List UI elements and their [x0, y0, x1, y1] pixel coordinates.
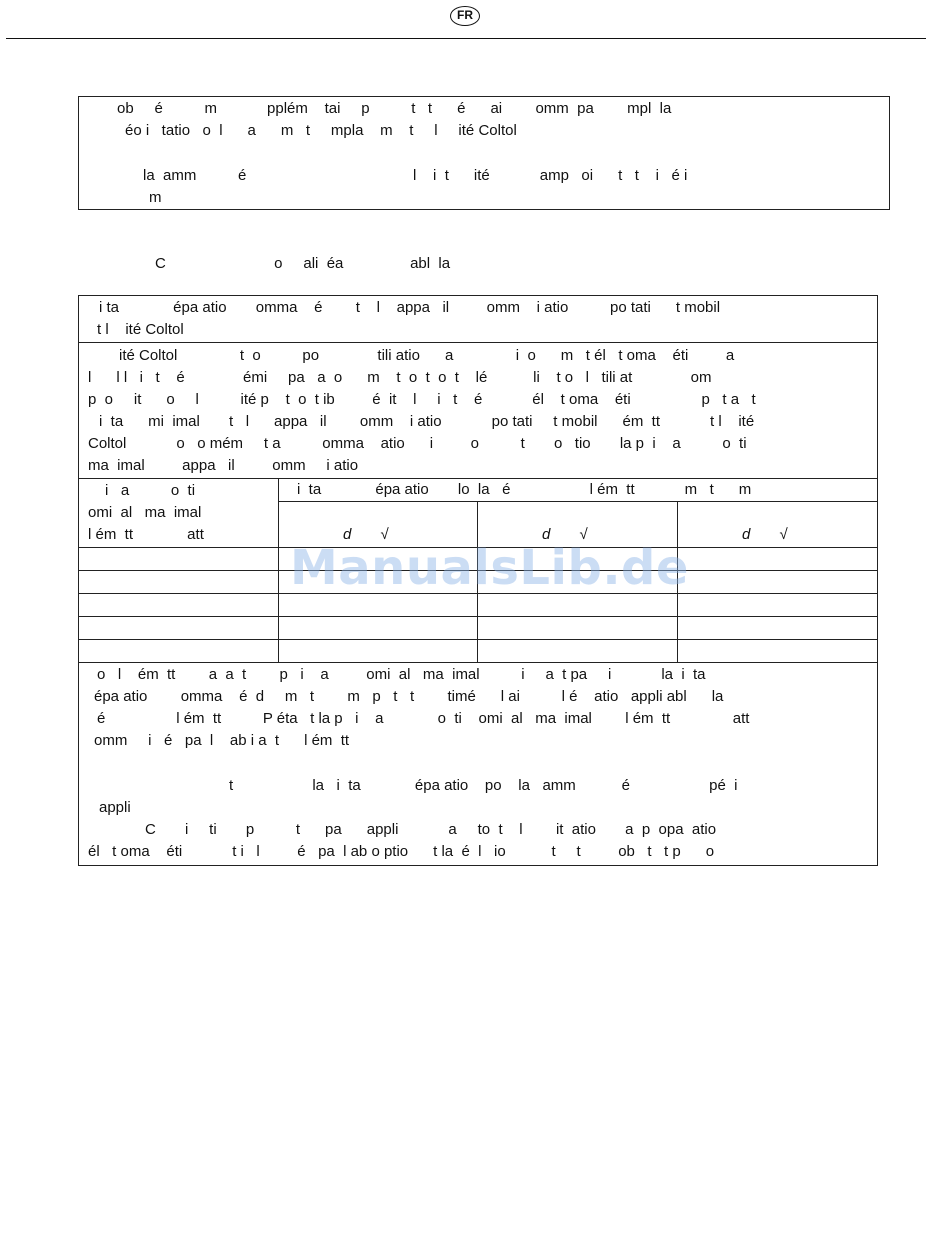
description-line-5: Coltol o o mém t a omma atio i o t o tio la p i a o ti: [88, 435, 747, 452]
note-line-7: C i ti p t pa appli a to t l it atio a p opa atio: [145, 821, 717, 838]
table-title-cell: [79, 296, 878, 343]
formula-label-1: d √: [343, 526, 389, 544]
intro-line-2: éo i tatio o l a m t mpla m t l ité Coltol: [125, 122, 517, 139]
table-title-line-1: i ta épa atio omma é t l appa il omm i atio po tati t mobil: [99, 299, 721, 316]
formula-label-2: d √: [542, 526, 588, 544]
note-line-8: él t oma éti t i l é pa l ab o ptio t la é l io t t ob t t p o: [88, 843, 715, 860]
formula-label-3: d √: [742, 526, 788, 544]
table-title-line-2: t l ité Coltol: [97, 321, 184, 338]
intro-line-4: m: [149, 189, 162, 206]
description-line-1: ité Coltol t o po tili atio a i o m t él t oma éti a: [119, 347, 735, 364]
intro-notice-box: [78, 96, 890, 210]
description-line-3: p o it o l ité p t o t ib é it l i t é él t oma éti p t a t: [88, 391, 756, 408]
section-heading: C o ali éa abl la: [155, 255, 451, 272]
table-row: [79, 594, 878, 617]
description-line-2: l l l i t é émi pa a o m t o t o t lé li t o l tili at om: [88, 369, 712, 386]
watermark-logo: ManualsLib.de: [290, 540, 689, 596]
power-column-header: [79, 479, 279, 548]
formula-cell-3: [678, 502, 878, 548]
distance-column-header: [279, 479, 878, 502]
intro-line-3: la amm é l i t ité amp oi t t i é i: [143, 167, 688, 184]
note-line-2: épa atio omma é d m t m p t t timé l ai l é atio appli abl la: [94, 688, 724, 705]
table-row: [79, 548, 878, 571]
formula-cell-2: [478, 502, 678, 548]
description-line-4: i ta mi imal t l appa il omm i atio po tati t mobil ém tt t l ité: [99, 413, 755, 430]
intro-line-1: ob é m pplém tai p t t é ai omm pa mpl la: [117, 100, 672, 117]
table-notes-cell: [79, 663, 878, 866]
table-row: [79, 617, 878, 640]
header-rule: [6, 38, 926, 39]
power-header-line-3: l ém tt att: [88, 526, 204, 543]
distance-header-text: i ta épa atio lo la é l ém tt m t m: [297, 481, 752, 498]
formula-cell-1: [279, 502, 478, 548]
description-line-6: ma imal appa il omm i atio: [88, 457, 359, 474]
table-description-cell: [79, 343, 878, 479]
power-header-line-1: i a o ti: [105, 482, 196, 499]
table-row: [79, 571, 878, 594]
note-line-1: o l ém tt a a t p i a omi al ma imal i a t pa i la i ta: [97, 666, 706, 683]
note-line-6: appli: [99, 799, 131, 816]
note-line-5: t la i ta épa atio po la amm é pé i: [229, 777, 738, 794]
note-line-3: é l ém tt P éta t la p i a o ti omi al ma imal l ém tt att: [97, 710, 750, 727]
language-badge-fr: FR: [450, 6, 480, 26]
power-header-line-2: omi al ma imal: [88, 504, 202, 521]
separation-distance-table: [78, 295, 878, 866]
note-line-4: omm i é pa l ab i a t l ém tt: [94, 732, 350, 749]
table-row: [79, 640, 878, 663]
